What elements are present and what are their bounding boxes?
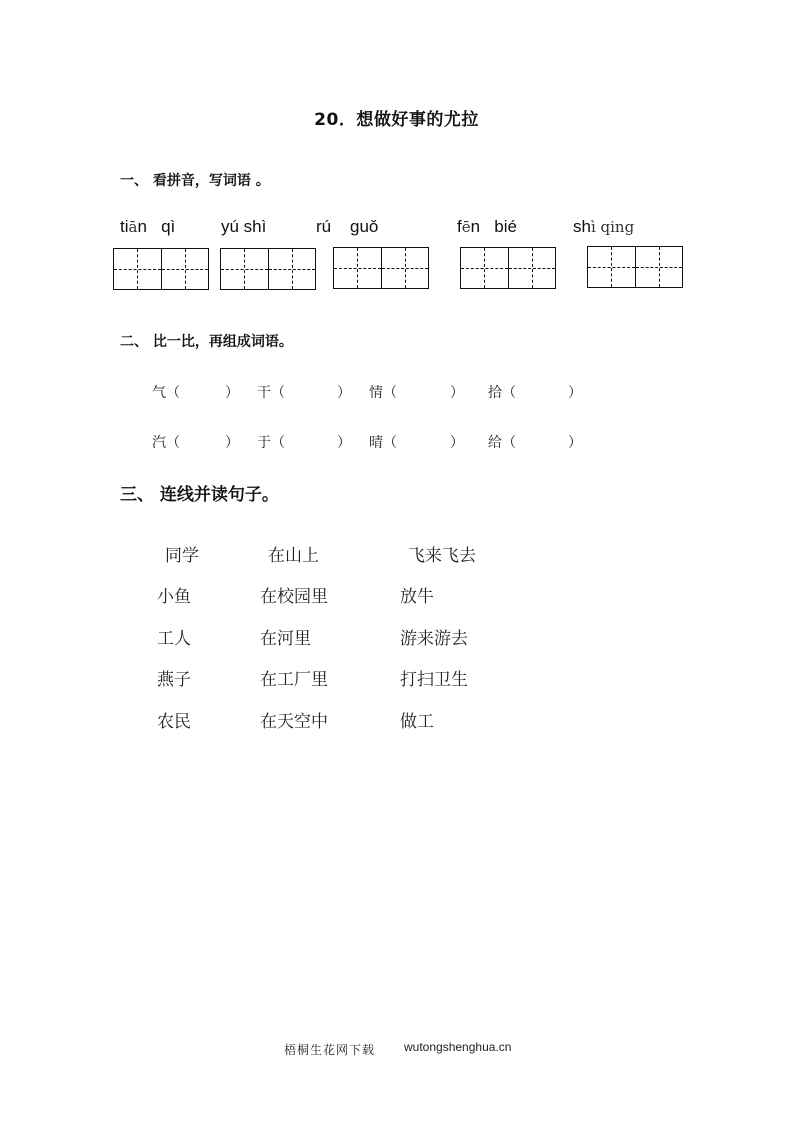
close-paren: ） (568, 435, 582, 451)
match-action[interactable]: 放牛 (400, 587, 434, 607)
match-action[interactable]: 游来游去 (400, 629, 468, 649)
writing-grid-ruguo[interactable] (333, 247, 429, 289)
writing-grid-shiqing[interactable] (587, 246, 683, 288)
match-subject[interactable]: 燕子 (157, 670, 191, 690)
compare-item: 给（ (488, 435, 516, 451)
pinyin-shiqing: shì qing (573, 217, 635, 236)
compare-item: 干（ (257, 385, 285, 401)
close-paren: ） (337, 385, 351, 401)
match-place[interactable]: 在山上 (268, 546, 319, 566)
close-paren: ） (568, 385, 582, 401)
compare-item: 汽（ (152, 435, 180, 451)
match-action[interactable]: 打扫卫生 (400, 670, 468, 690)
compare-item: 于（ (257, 435, 285, 451)
compare-item: 拾（ (488, 385, 516, 401)
section2-heading: 二、 比一比，再组成词语。 (120, 334, 293, 350)
match-action[interactable]: 飞来飞去 (408, 546, 476, 566)
match-place[interactable]: 在校园里 (260, 587, 328, 607)
close-paren: ） (450, 385, 464, 401)
section1-heading: 一、 看拼音，写词语 。 (120, 173, 270, 189)
match-place[interactable]: 在工厂里 (260, 670, 328, 690)
footer-url[interactable]: wutongshenghua.cn (404, 1040, 512, 1054)
compare-item: 情（ (369, 385, 397, 401)
close-paren: ） (225, 435, 239, 451)
section3-heading: 三、 连线并读句子。 (120, 485, 279, 505)
footer-text: 梧桐生花网下载 (284, 1043, 376, 1057)
compare-item: 晴（ (369, 435, 397, 451)
pinyin-fenbie: fēn bié (457, 217, 517, 236)
pinyin-ruguo: rú guǒ (316, 217, 379, 236)
page-title: 20．想做好事的尤拉 (314, 110, 479, 130)
compare-item: 气（ (152, 385, 180, 401)
match-place[interactable]: 在天空中 (260, 712, 328, 732)
match-subject[interactable]: 同学 (165, 546, 199, 566)
close-paren: ） (450, 435, 464, 451)
match-subject[interactable]: 小鱼 (157, 587, 191, 607)
pinyin-yushi: yú shì (221, 217, 267, 236)
writing-grid-tianqi[interactable] (113, 248, 209, 290)
close-paren: ） (337, 435, 351, 451)
pinyin-tianqi: tiān qì (120, 217, 176, 236)
match-subject[interactable]: 农民 (157, 712, 191, 732)
close-paren: ） (225, 385, 239, 401)
match-action[interactable]: 做工 (400, 712, 434, 732)
writing-grid-yushi[interactable] (220, 248, 316, 290)
writing-grid-fenbie[interactable] (460, 247, 556, 289)
match-place[interactable]: 在河里 (260, 629, 311, 649)
match-subject[interactable]: 工人 (157, 629, 191, 649)
